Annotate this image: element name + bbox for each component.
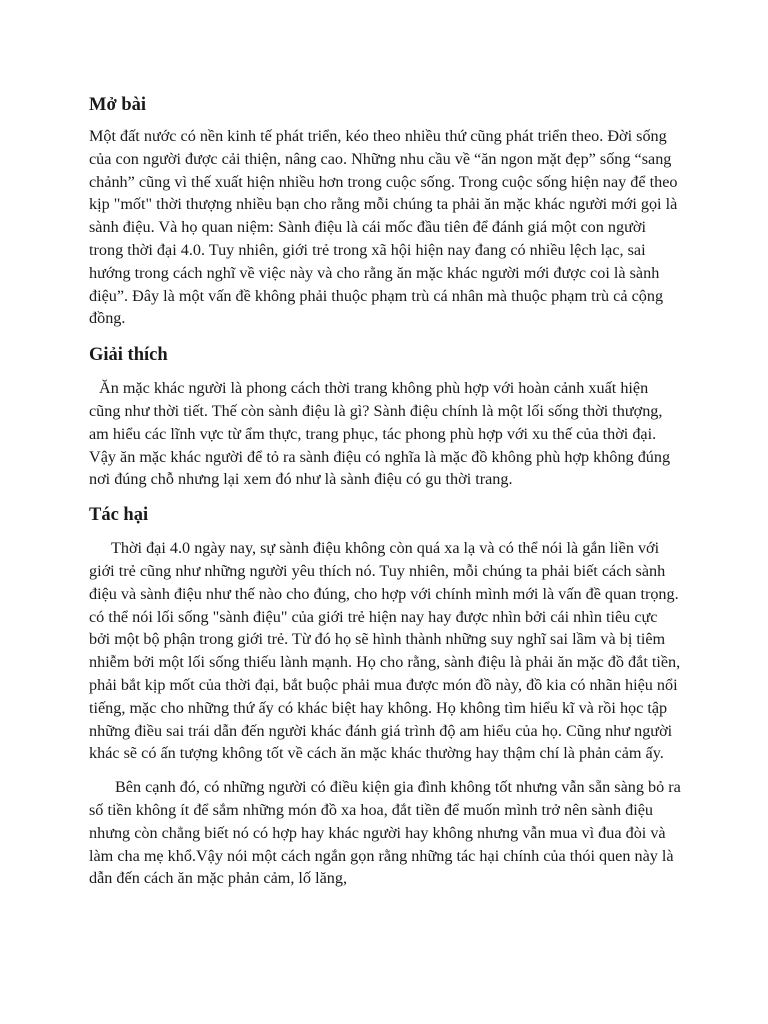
paragraph-mo-bai: Một đất nước có nền kinh tế phát triển, kéo theo nhiều thứ cũng phát triển theo. Đời sống của con người được cải thiện, nâng cao. Những nhu cầu về “ăn ngon mặt đẹp” sống “sang chảnh” cũng vì thế xuất hiện nhiều hơn trong cuộc sống. Trong cuộc sống hiện nay để theo kịp "mốt" thời thượng nhiều bạn cho rằng mỗi chúng ta phải ăn mặc khác người mới gọi là sành điệu. Và họ quan niệm: Sành điệu là cái mốc đầu tiên để đánh giá một con người trong thời đại 4.0. Tuy nhiên, giới trẻ trong xã hội hiện nay đang có nhiều lệch lạc, sai hướng trong cách nghĩ về việc này và cho rằng ăn mặc khác người mới được coi là sành điệu”. Đây là một vấn đề không phải thuộc phạm trù cá nhân mà thuộc phạm trù cả cộng đồng. <box>89 127 678 328</box>
document-page <box>89 92 681 890</box>
paragraph-tac-hai-1: Thời đại 4.0 ngày nay, sự sành điệu không còn quá xa lạ và có thể nói là gắn liền với giới trẻ cũng như những người yêu thích nó. Tuy nhiên, mỗi chúng ta phải biết cách sành điệu và sành điệu như thế nào cho đúng, cho hợp với chính mình mới là vấn đề quan trọng. có thể nói lối sống "sành điệu" của giới trẻ hiện nay hay được nhìn bởi cái nhìn tiêu cực bởi một bộ phận trong giới trẻ. Từ đó họ sẽ hình thành những suy nghĩ sai lầm và bị tiêm nhiễm bởi một lối sống thiếu lành mạnh. Họ cho rằng, sành điệu là phải ăn mặc đồ đắt tiền, phải bắt kịp mốt của thời đại, bắt buộc phải mua được món đồ này, đồ kia có nhãn hiệu nổi tiếng, mặc cho những thứ ấy có khác biệt hay không. Họ không tìm hiểu kĩ và rồi học tập những điều sai trái dẫn đến người khác đánh giá trình độ am hiểu của họ. Cũng như người khác sẽ có ấn tượng không tốt về cách ăn mặc khác thường hay thậm chí là phản cảm ấy. <box>89 539 681 763</box>
paragraph-giai-thich: Ăn mặc khác người là phong cách thời trang không phù hợp với hoàn cảnh xuất hiện cũng như thời tiết. Thế còn sành điệu là gì? Sành điệu chính là một lối sống thời thượng, am hiểu các lĩnh vực từ ẩm thực, trang phục, tác phong phù hợp với xu thế của thời đại. Vậy ăn mặc khác người để tỏ ra sành điệu có nghĩa là mặc đồ không phù hợp không đúng nơi đúng chỗ nhưng lại xem đó như là sành điệu có gu thời trang. <box>89 379 671 489</box>
heading-giai-thich: Giải thích <box>89 345 168 366</box>
heading-tac-hai: Tác hại <box>89 505 149 526</box>
paragraph-tac-hai-2: Bên cạnh đó, có những người có điều kiện gia đình không tốt nhưng vẫn sẵn sàng bỏ ra số tiền không ít để sắm những món đồ xa hoa, đắt tiền để muốn mình trở nên sành điệu nhưng còn chẳng biết nó có hợp hay khác người hay không nhưng vẫn mua vì đua đòi và làm cha mẹ khổ.Vậy nói một cách ngắn gọn rằng những tác hại chính của thói quen này là dẫn đến cách ăn mặc phản cảm, lố lăng, <box>89 778 681 888</box>
heading-mo-bai: Mở bài <box>89 95 147 115</box>
